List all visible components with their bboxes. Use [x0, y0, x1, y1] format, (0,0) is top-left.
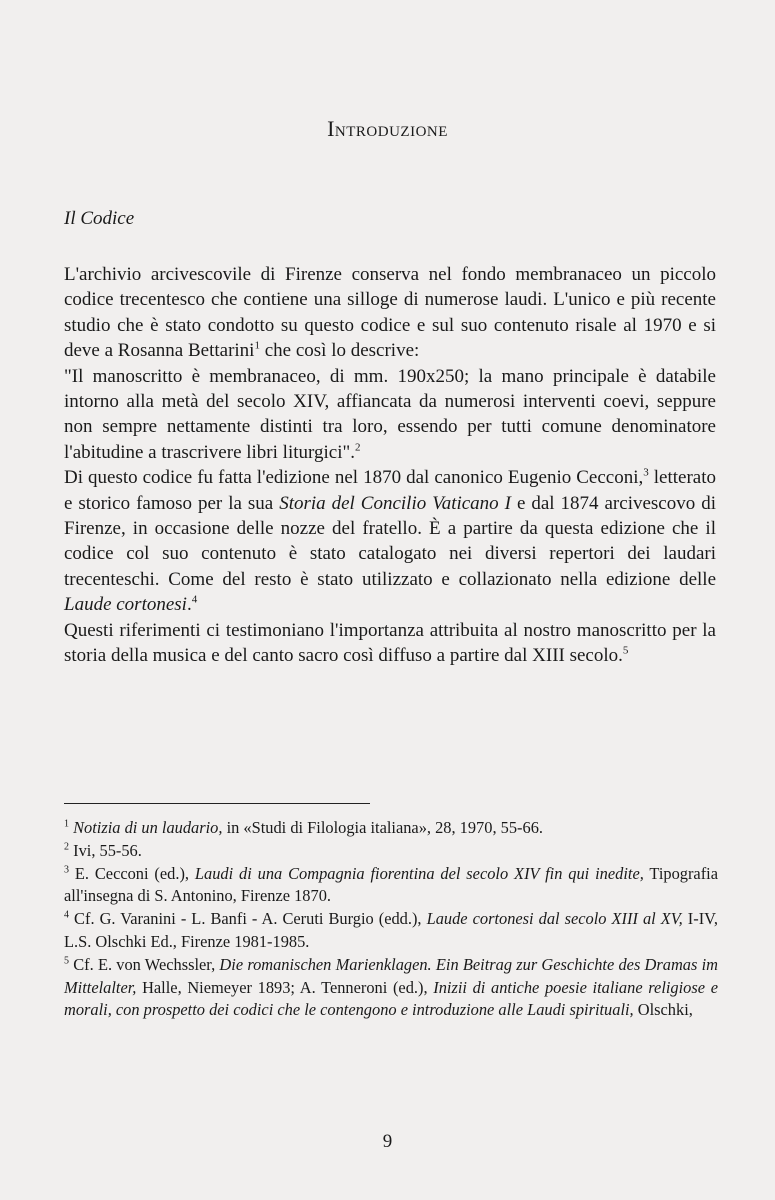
footnote-ref-5: 5 [622, 644, 629, 657]
footnote-text: Olschki, [633, 1000, 693, 1020]
footnote-text: Halle, Niemeyer 1893; A. Tenneroni (ed.), [136, 977, 434, 997]
footnote-number: 1 [64, 818, 69, 830]
footnote-italic: Laudi di una Compagnia fiorentina del secolo XIV fin qui inedite, [194, 863, 644, 883]
body-text [64, 262, 716, 669]
italic-title-laude: Laude cortonesi [64, 594, 187, 616]
footnote-ref-3: 3 [643, 466, 649, 479]
footnote-text: in «Studi di Filologia italiana», 28, 1970, 55-66. [222, 818, 543, 837]
footnote-italic: Notizia di un laudario, [73, 818, 223, 837]
footnote-2 [64, 840, 718, 863]
paragraph-intro-after: che così lo descrive: [259, 340, 420, 362]
italic-title-storia: Storia del Concilio Vaticano I [279, 492, 511, 514]
paragraph-intro [64, 262, 716, 364]
footnote-text: I-IV, L.S. Olschki Ed., Firenze 1981-1985. [64, 909, 718, 951]
quote-text: "Il manoscritto è membranaceo, di mm. 190x250; la mano principale è databile intorno alla metà del secolo XIV, affiancata da numerosi interventi coevi, seppure non sempre nettamente distinti tra loro, essendo per tutti comune denominatore l'abitudine a trascrivere libri liturgici". [64, 365, 716, 463]
footnote-text: Cf. G. Varanini - L. Banfi - A. Ceruti Burgio (edd.), [74, 909, 427, 929]
paragraph-references-text: Questi riferimenti ci testimoniano l'importanza attribuita al nostro manoscritto per la storia della musica e del canto sacro così diffuso a partire dal XIII secolo. [64, 619, 716, 667]
paragraph-references [64, 618, 716, 669]
paragraph-intro-text: L'archivio arcivescovile di Firenze conserva nel fondo membranaceo un piccolo codice trecentesco che contiene una silloge di numerose laudi. L'unico e più recente studio che è stato condotto su questo codice e sul suo contenuto risale al 1970 e si deve a Rosanna Bettarini [64, 264, 716, 362]
paragraph-edition-part4: . [186, 594, 192, 616]
footnote-ref-1: 1 [254, 339, 260, 352]
paragraph-edition-part3: e dal 1874 arcivescovo di Firenze, in occasione delle nozze del fratello. È a partire da questa edizione che il codice col suo contenuto è stato catalogato nei diversi repertori dei laudari trecenteschi. Come del resto è stato utilizzato e collazionato nella edizione delle [64, 492, 716, 590]
footnote-4 [64, 908, 718, 954]
footnote-text: Tipografia all'insegna di S. Antonino, Firenze 1870. [64, 863, 718, 906]
chapter-title: Introduzione [327, 116, 448, 141]
paragraph-edition [64, 465, 716, 617]
paragraph-edition-part1: Di questo codice fu fatta l'edizione nel 1870 dal canonico Eugenio Cecconi, [64, 467, 644, 489]
footnote-1 [64, 817, 718, 840]
page-number: 9 [382, 1131, 393, 1152]
footnote-ref-2: 2 [354, 441, 361, 454]
footnote-divider [64, 803, 370, 804]
footnote-text: Cf. E. von Wechssler, [73, 954, 220, 974]
footnote-3 [64, 863, 718, 909]
footnote-5 [64, 954, 718, 1022]
footnote-italic: Inizii di antiche poesie italiane religiose e morali, con prospetto dei codici che le contengono e introduzione alle Laudi spirituali, [64, 977, 718, 1020]
footnotes [64, 817, 718, 1022]
block-quote [64, 364, 716, 466]
footnote-number: 3 [64, 864, 69, 876]
footnote-text: Ivi, 55-56. [73, 840, 142, 860]
section-heading: Il Codice [64, 208, 135, 229]
footnote-ref-4: 4 [191, 593, 198, 606]
footnote-number: 4 [64, 909, 69, 921]
footnote-text: E. Cecconi (ed.), [74, 863, 195, 883]
footnote-italic: Die romanischen Marienklagen. Ein Beitrag zur Geschichte des Dramas im Mittelalter, [64, 954, 718, 997]
paragraph-edition-part2: letterato e storico famoso per la sua [64, 467, 716, 514]
footnote-number: 5 [64, 955, 69, 967]
footnote-number: 2 [64, 841, 69, 853]
footnote-italic: Laude cortonesi dal secolo XIII al XV, [426, 909, 683, 929]
